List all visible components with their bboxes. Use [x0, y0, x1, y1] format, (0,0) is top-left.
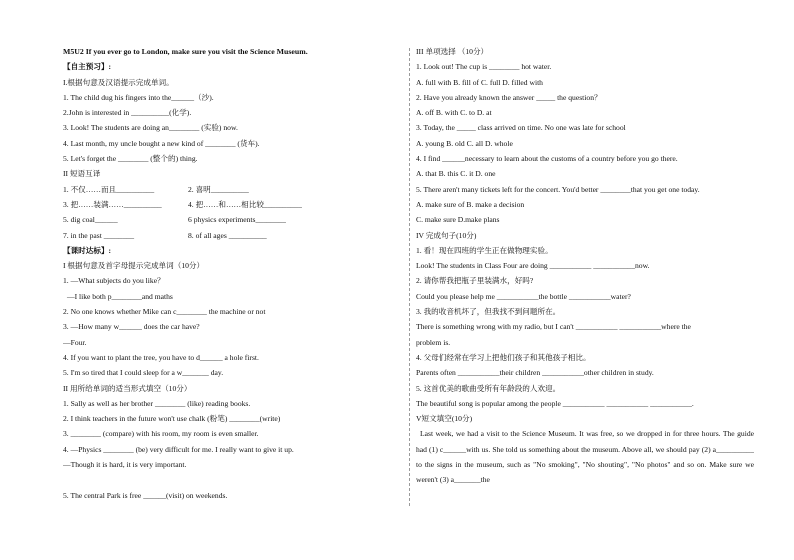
sec2-item: 3. ________ (compare) with his room, my room is even smaller.: [63, 429, 259, 439]
sec3-item: 1. Look out! The cup is ________ hot water.: [416, 62, 552, 72]
sec4-item: 2. 请你帮我把瓶子里装满水，好吗?: [416, 276, 534, 286]
part1-heading: I.根据句意及汉语提示完成单词。: [63, 77, 174, 87]
sec3-options: A. that B. this C. it D. one: [416, 169, 496, 179]
sec4-heading: IV 完成句子(10分): [416, 230, 477, 240]
sec3-item: 4. I find ______necessary to learn about the customs of a country before you go there.: [416, 154, 678, 164]
sec1-item: 4. If you want to plant the tree, you have to d______ a hole first.: [63, 352, 259, 362]
sec3-item: 2. Have you already known the answer _____ the question？: [416, 92, 602, 102]
phrase-row: [63, 182, 403, 197]
sec3-options: A. make sure of B. make a decision: [416, 199, 525, 209]
right-column: [416, 44, 754, 488]
sec4-item: There is something wrong with my radio, but I can't ___________ ___________where the: [416, 322, 691, 332]
phrase-item: 5. dig coal______: [63, 215, 118, 225]
sec4-item: 5. 这首优美的歌曲受所有年龄段的人欢迎。: [416, 383, 561, 393]
phrase-item: 2. 喜明__________: [188, 184, 249, 194]
sec4-item: problem is.: [416, 337, 451, 347]
sec1-item: —Four.: [63, 337, 87, 347]
sec2-item: 2. I think teachers in the future won't use chalk (粉笔) ________(write): [63, 414, 281, 424]
part1-item: 3. Look! The students are doing an________ (实验) now.: [63, 123, 238, 133]
sec3-heading: III 单项选择 （10分）: [416, 47, 489, 56]
part2-heading: II 短语互译: [63, 169, 101, 179]
sec2-heading: II 用所给单词的适当形式填空（10分）: [63, 383, 192, 393]
part1-item: 1. The child dug his fingers into the______（沙).: [63, 92, 214, 102]
sec3-options: A. young B. old C. all D. whole: [416, 138, 513, 148]
sec4-item: Could you please help me ___________the bottle ___________water?: [416, 291, 631, 301]
sec1-item: 5. I'm so tired that I could sleep for a w_______ day.: [63, 368, 224, 378]
phrase-item: 7. in the past ________: [63, 230, 135, 240]
phrase-item: 6 physics experiments________: [188, 215, 286, 225]
part1-item: 5. Let's forget the ________ (整个的) thing.: [63, 154, 198, 164]
sec3-options: A. off B. with C. to D. at: [416, 108, 492, 118]
class-header: 【课时达标】:: [63, 245, 112, 255]
worksheet-title: M5U2 If you ever go to London, make sure you visit the Science Museum.: [63, 47, 308, 56]
sec4-item: 1. 看！现在四班的学生正在做物理实验。: [416, 245, 553, 255]
passage-text: Last week, we had a visit to the Science Museum. It was free, so we dropped in for three hours. The guide had (1) c______with us. She told us something about the museum. Above all, we should pay (2) a__________ to the signs in the museum, such as "No smoking", "No shouting", "No photos" and so on. Make sure we weren't (3) a_______the: [416, 429, 754, 485]
sec1-item: 1. —What subjects do you like？: [63, 276, 165, 286]
part1-item: 2.John is interested in __________(化学).: [63, 108, 192, 118]
sec2-item: 4. —Physics ________ (be) very difficult for me. I really want to give it up.: [63, 444, 294, 454]
column-divider: [409, 48, 410, 506]
sec3-item: 3. Today, the _____ class arrived on time. No one was late for school: [416, 123, 626, 133]
phrase-item: 1. 不仅……而且__________: [63, 184, 155, 194]
sec4-item: 3. 我的收音机坏了，但我找不到问题所在。: [416, 307, 561, 317]
sec2-item: 1. Sally as well as her brother ________ (like) reading books.: [63, 398, 251, 408]
sec4-item: 4. 父母们经常在学习上把他们孩子和其他孩子相比。: [416, 352, 591, 362]
blank-gap: [63, 472, 403, 487]
sec4-item: The beautiful song is popular among the people ___________ ___________ ___________.: [416, 398, 694, 408]
phrase-row: [63, 197, 403, 212]
phrase-item: 8. of all ages __________: [188, 230, 267, 240]
sec3-options: C. make sure D.make plans: [416, 215, 500, 225]
sec1-heading: I 根据句意及首字母提示完成单词（10分）: [63, 261, 205, 271]
sec2-item: —Though it is hard, it is very important.: [63, 460, 187, 470]
sec1-item: 2. No one knows whether Mike can c________ the machine or not: [63, 307, 266, 317]
left-column: [63, 44, 403, 503]
part1-item: 4. Last month, my uncle bought a new kind of ________ (货车).: [63, 138, 260, 148]
phrase-row: [63, 212, 403, 227]
sec3-options: A. full with B. fill of C. full D. filled with: [416, 77, 543, 87]
sec3-item: 5. There aren't many tickets left for the concert. You'd better ________that you get one today.: [416, 184, 700, 194]
sec4-item: Look! The students in Class Four are doing ___________ ___________now.: [416, 261, 650, 271]
sec4-item: Parents often ___________their children ___________other children in study.: [416, 368, 654, 378]
preview-header: 【自主预习】:: [63, 62, 112, 72]
phrase-item: 3. 把……装满……__________: [63, 199, 162, 209]
phrase-item: 4. 把……和……相比较__________: [188, 199, 302, 209]
sec1-item: —I like both p________and maths: [67, 291, 173, 301]
sec2-item: 5. The central Park is free ______(visit) on weekends.: [63, 490, 228, 500]
sec5-heading: V短文填空(10分): [416, 414, 473, 424]
phrase-row: [63, 228, 403, 243]
sec1-item: 3. —How many w______ does the car have?: [63, 322, 200, 332]
